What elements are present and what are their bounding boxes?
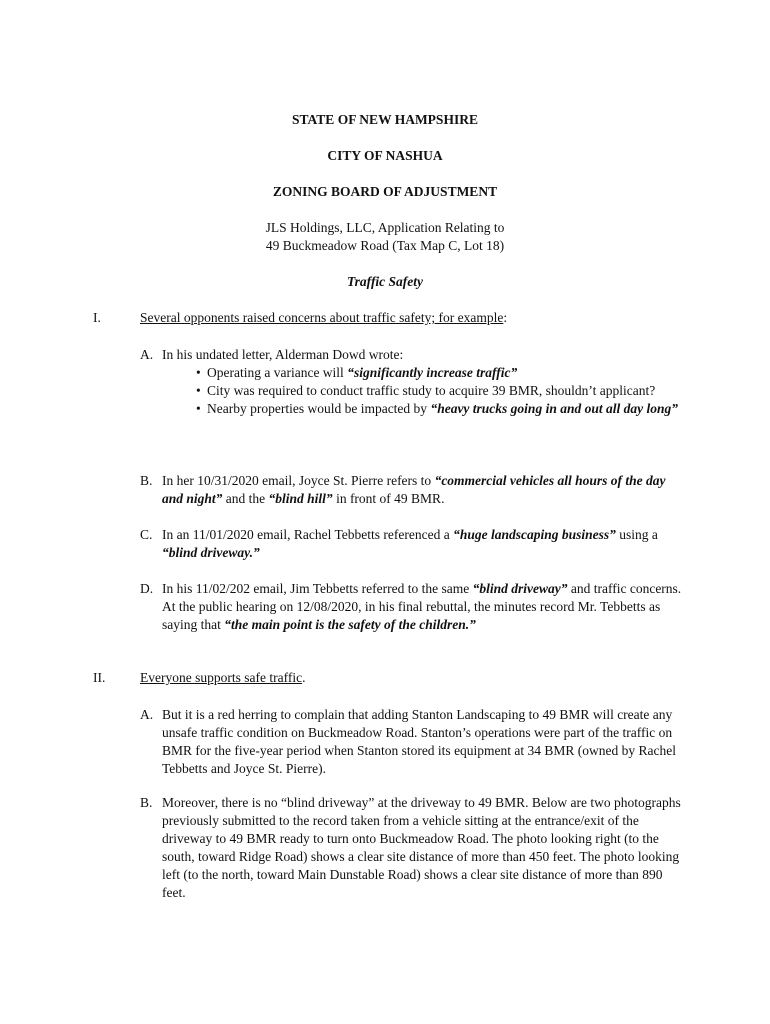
quote: “significantly increase traffic” [347, 365, 518, 380]
bullet-dot-icon: • [196, 401, 201, 416]
subject-heading: Traffic Safety [346, 274, 424, 289]
item-text: Moreover, there is no “blind driveway” at the driveway to 49 BMR. Below are two photographs previously submitted to the record taken from a vehicle sitting at the entrance/exit of the driveway to 49 BMR ready to turn onto Buckmeadow Road. The photo looking right (to the south, toward Ridge Road) shows a clear site distance of more than 450 feet. The photo looking left (to the north, toward Main Dunstable Road) shows a clear site distance of more than 890 feet. [162, 795, 681, 900]
item-letter: D. [140, 581, 154, 596]
quote: “blind hill” [268, 491, 333, 506]
section-1-item-d [140, 580, 685, 634]
case-title-line2: 49 Buckmeadow Road (Tax Map C, Lot 18) [265, 238, 505, 253]
item-text: In his undated letter, Alderman Dowd wrote: [162, 347, 404, 362]
header-board: ZONING BOARD OF ADJUSTMENT [272, 184, 498, 199]
item-text: In an 11/01/2020 email, Rachel Tebbetts referenced a “huge landscaping business” using a “blind driveway.” [162, 527, 658, 560]
section-2-item-b [140, 794, 685, 902]
item-letter: B. [140, 473, 153, 488]
header-state: STATE OF NEW HAMPSHIRE [292, 112, 478, 127]
section-1-item-a [140, 346, 685, 364]
section-1-title-text: Several opponents raised concerns about traffic safety; for example [140, 310, 504, 325]
section-1-title-suffix: : [503, 310, 508, 325]
section-2-title [140, 670, 305, 686]
quote: “huge landscaping business” [453, 527, 616, 542]
case-title-line1: JLS Holdings, LLC, Application Relating to [265, 220, 505, 235]
item-text: In her 10/31/2020 email, Joyce St. Pierre refers to “commercial vehicles all hours of the day and night” and the “blind hill” in front of 49 BMR. [162, 473, 666, 506]
item-text: In his 11/02/202 email, Jim Tebbetts referred to the same “blind driveway” and traffic concerns. At the public hearing on 12/08/2020, in his final rebuttal, the minutes record Mr. Tebbetts as saying that “the main point is the safety of the children.” [162, 581, 682, 632]
bullet-item: • Nearby properties would be impacted by “heavy trucks going in and out all day long” [196, 401, 678, 416]
section-2-title-text: Everyone supports safe traffic [140, 670, 303, 685]
bullet-dot-icon: • [196, 365, 201, 380]
quote: “heavy trucks going in and out all day long” [430, 401, 678, 416]
section-1-item-b [140, 472, 685, 508]
section-1-item-c [140, 526, 685, 562]
header-city: CITY OF NASHUA [327, 148, 443, 163]
section-2-numeral: II. [93, 670, 106, 685]
quote: “blind driveway” [472, 581, 568, 596]
quote: “the main point is the safety of the children.” [224, 617, 476, 632]
quote: “commercial vehicles all hours of the day and night” [162, 473, 666, 506]
bullet-item: • Operating a variance will “significantly increase traffic” [196, 365, 518, 380]
item-text: But it is a red herring to complain that adding Stanton Landscaping to 49 BMR will create any unsafe traffic condition on Buckmeadow Road. Stanton’s operations were part of the traffic on BMR for the five-year period when Stanton stored its equipment at 34 BMR (owned by Rachel Tebbetts and Joyce St. Pierre). [162, 707, 677, 776]
section-1-numeral: I. [93, 310, 101, 325]
section-1-a-bullet-list [196, 364, 686, 418]
item-letter: A. [140, 347, 154, 362]
section-2-item-a [140, 706, 685, 778]
section-1-title [140, 310, 507, 326]
bullet-dot-icon: • [196, 383, 201, 398]
item-letter: C. [140, 527, 153, 542]
bullet-item: • City was required to conduct traffic study to acquire 39 BMR, shouldn’t applicant? [196, 383, 656, 398]
section-2-title-suffix: . [302, 670, 306, 685]
quote: “blind driveway.” [162, 545, 260, 560]
item-letter: A. [140, 707, 154, 722]
item-letter: B. [140, 795, 153, 810]
